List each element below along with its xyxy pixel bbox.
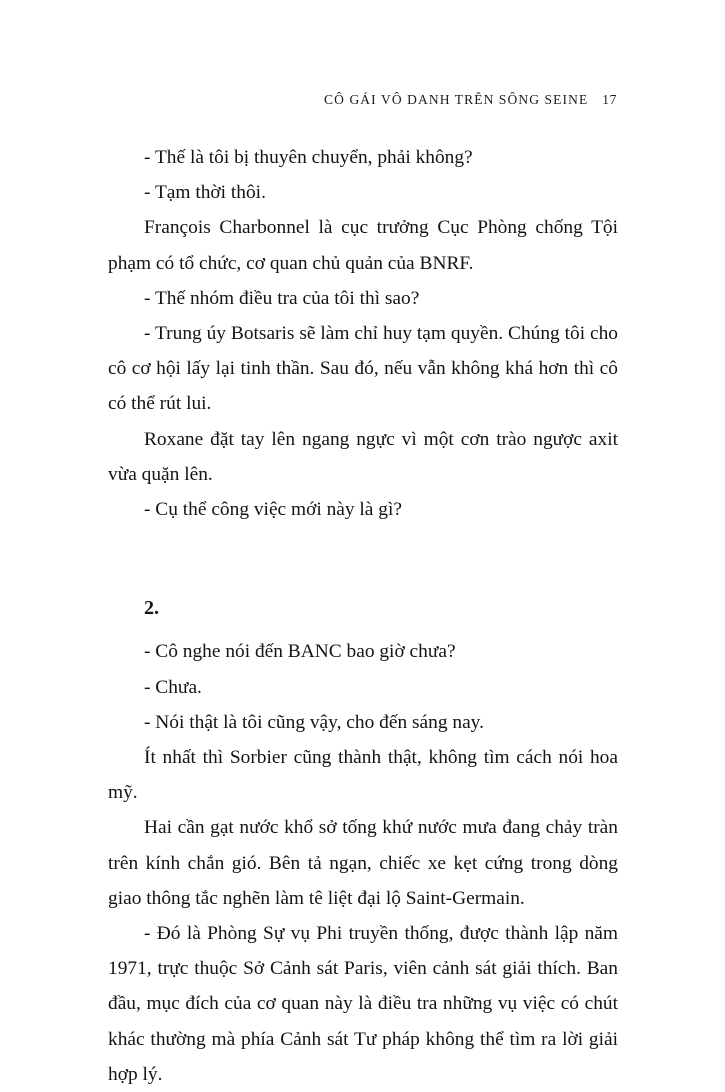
- paragraph: François Charbonnel là cục trưởng Cục Phòng chống Tội phạm có tổ chức, cơ quan chủ quản của BNRF.: [108, 217, 618, 274]
- paragraph: - Trung úy Botsaris sẽ làm chỉ huy tạm quyền. Chúng tôi cho cô cơ hội lấy lại tinh thần. Sau đó, nếu vẫn không khá hơn thì cô có thể rút lui.: [108, 323, 618, 415]
- paragraph: - Tạm thời thôi.: [144, 182, 266, 204]
- paragraph: Roxane đặt tay lên ngang ngực vì một cơn trào ngược axit vừa quặn lên.: [108, 428, 618, 485]
- paragraph: - Thế nhóm điều tra của tôi thì sao?: [144, 287, 420, 309]
- section-spacer: [108, 527, 618, 591]
- running-head-title: CÔ GÁI VÔ DANH TRÊN SÔNG SEINE: [324, 92, 589, 107]
- paragraph: - Cô nghe nói đến BANC bao giờ chưa?: [144, 641, 456, 663]
- body-text-column: [108, 140, 618, 1092]
- paragraph: - Đó là Phòng Sự vụ Phi truyền thống, được thành lập năm 1971, trực thuộc Sở Cảnh sát Paris, viên cảnh sát giải thích. Ban đầu, mục đích của cơ quan này là điều tra những vụ việc có chút khác thường mà phía Cảnh sát Tư pháp không thể tìm ra lời giải hợp lý.: [108, 923, 618, 1085]
- paragraph: - Chưa.: [144, 676, 202, 698]
- paragraph: - Thế là tôi bị thuyên chuyển, phải không?: [144, 147, 473, 168]
- paragraph: Ít nhất thì Sorbier cũng thành thật, không tìm cách nói hoa mỹ.: [108, 747, 618, 804]
- section-number: 2.: [144, 597, 159, 620]
- running-head: [0, 92, 617, 108]
- paragraph: - Cụ thể công việc mới này là gì?: [144, 499, 402, 521]
- post-section-spacer: [108, 626, 618, 634]
- paragraph: Hai cần gạt nước khổ sở tống khứ nước mưa đang chảy tràn trên kính chắn gió. Bên tả ngạn, chiếc xe kẹt cứng trong dòng giao thông tắc nghẽn làm tê liệt đại lộ Saint-Germain.: [108, 817, 618, 909]
- page-number: 17: [602, 92, 617, 107]
- paragraph: - Nói thật là tôi cũng vậy, cho đến sáng nay.: [144, 711, 484, 733]
